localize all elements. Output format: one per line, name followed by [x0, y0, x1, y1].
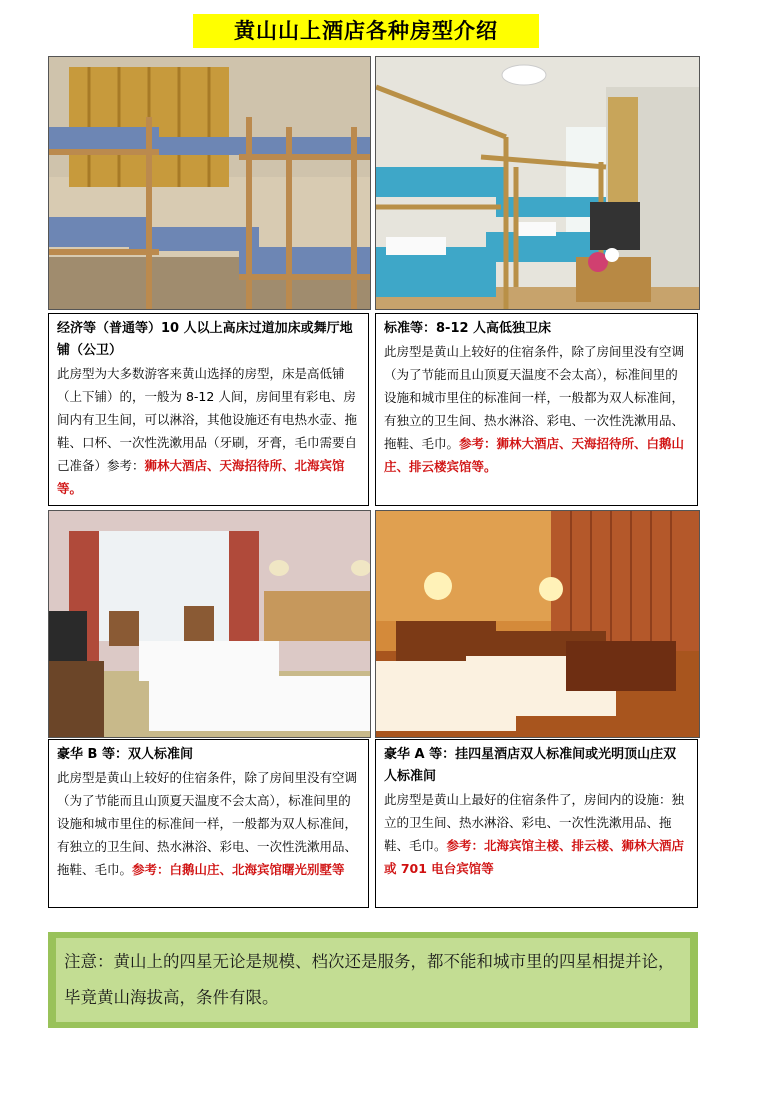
- economy-room-card: [48, 313, 369, 506]
- room-description: [57, 766, 360, 881]
- note-box: [48, 932, 698, 1028]
- room-body: 此房型是黄山上较好的住宿条件，除了房间里没有空调（为了节能而且山顶夏天温度不会太高），标准间里的设施和城市里住的标准间一样，一般都为双人标准间，有独立的卫生间、热水淋浴、彩电、一次性洗漱用品、拖鞋、毛巾。: [57, 770, 358, 877]
- room-body: 此房型是黄山上较好的住宿条件，除了房间里没有空调（为了节能而且山顶夏天温度不会太高），标准间里的设施和城市里住的标准间一样，一般都为双人标准间，有独立的卫生间、热水淋浴、彩电、一次性洗漱用品、拖鞋、毛巾。: [384, 344, 685, 451]
- room-reference: 狮林大酒店、天海招待所、北海宾馆等。: [57, 458, 345, 496]
- room-reference-lead: 参考：: [132, 862, 170, 877]
- room-heading: 豪华 B 等：双人标准间: [57, 747, 193, 762]
- note-text: 注意：黄山上的四星无论是规模、档次还是服务，都不能和城市里的四星相提并论，毕竟黄山海拔高，条件有限。: [56, 938, 690, 1022]
- dorm-bunk-beds-photo: [48, 56, 371, 310]
- four-star-twin-room-photo: [375, 510, 700, 738]
- room-reference-lead: 参考：狮林大酒店、: [459, 436, 572, 451]
- room-description: [384, 788, 689, 880]
- deluxe-b-room-card: [48, 739, 369, 908]
- page-title: 黄山山上酒店各种房型介绍: [193, 14, 539, 48]
- deluxe-a-room-card: [375, 739, 698, 908]
- twin-room-photo: [48, 510, 371, 738]
- room-description: [57, 362, 360, 500]
- standard-room-card: [375, 313, 698, 506]
- room-heading: 豪华 A 等：挂四星酒店双人标准间或光明顶山庄双人标准间: [384, 747, 677, 784]
- room-description: [384, 340, 689, 478]
- room-body: 此房型是黄山上最好的住宿条件了，房间内的设施：独立的卫生间、热水淋浴、彩电、一次性洗漱用品、拖鞋、毛巾。: [384, 792, 685, 853]
- room-reference: 天海招待所、白鹅山庄、排云楼宾馆等。: [384, 436, 685, 474]
- room-reference: 白鹅山庄、北海宾馆曙光别墅等: [169, 862, 345, 877]
- room-heading: 标准等：8-12 人高低独卫床: [384, 321, 552, 336]
- room-heading: 经济等（普通等）10 人以上高床过道加床或舞厅地铺（公卫）: [57, 321, 353, 358]
- bunk-room-photo: [375, 56, 700, 310]
- room-body: 此房型为大多数游客来黄山选择的房型，床是高低铺（上下铺）的，一般为 8-12 人间，房间里有彩电、房间内有卫生间，可以淋浴，其他设施还有电热水壶、拖鞋、口杯、一次性洗漱用品（牙刷，牙膏，毛巾需要自己准备）参考：: [57, 366, 358, 473]
- room-reference: 参考：北海宾馆主楼、排云楼、狮林大酒店或 701 电台宾馆等: [384, 838, 685, 876]
